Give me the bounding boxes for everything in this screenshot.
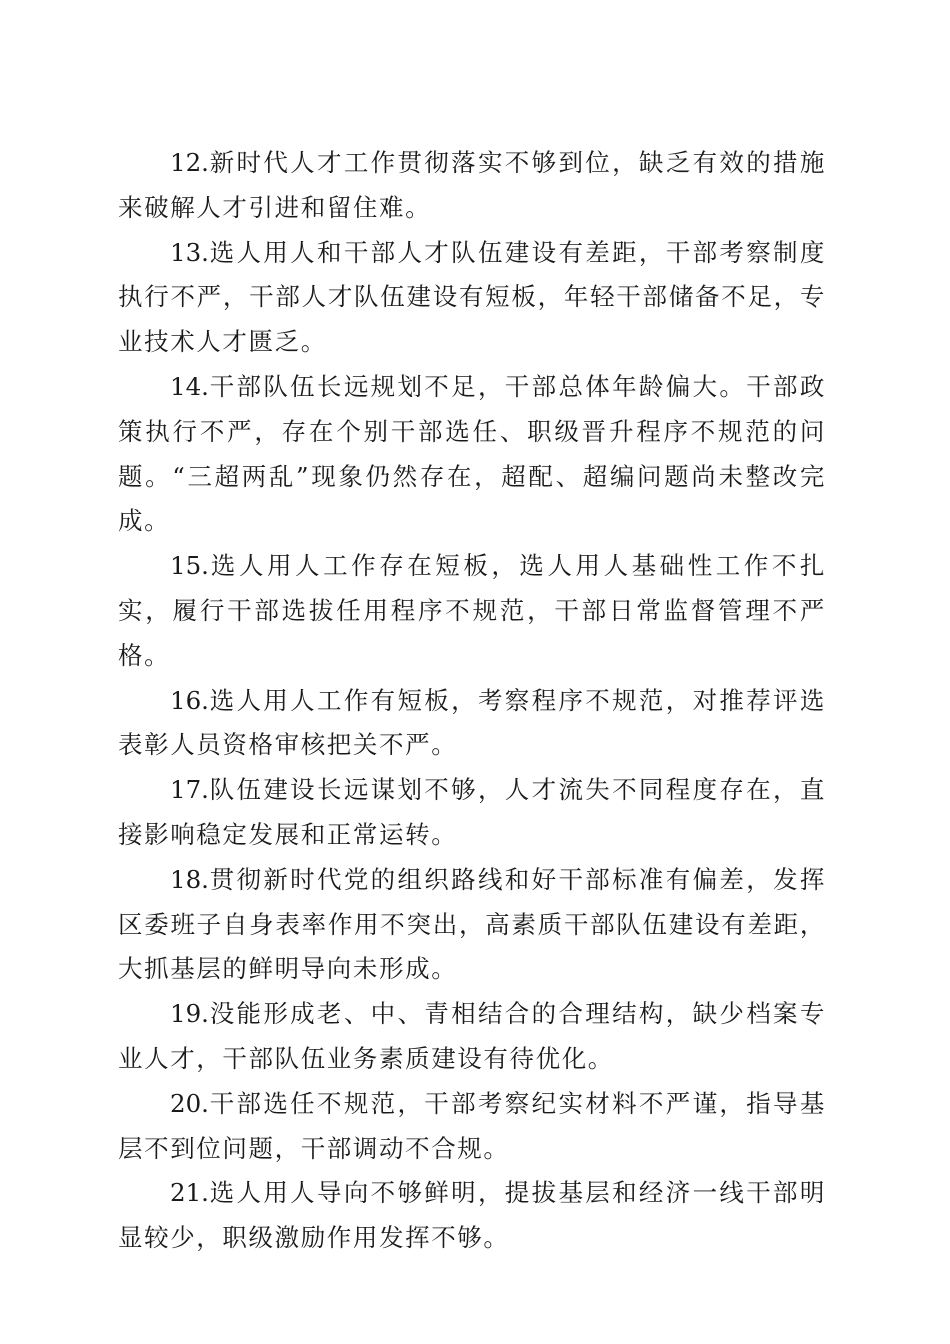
item-text: 选人用人导向不够鲜明，提拔基层和经济一线干部明显较少，职级激励作用发挥不够。 xyxy=(118,1178,826,1253)
list-item-15 xyxy=(118,544,826,678)
list-item-21 xyxy=(118,1171,826,1261)
item-text: 选人用人工作有短板，考察程序不规范，对推荐评选表彰人员资格审核把关不严。 xyxy=(118,685,826,760)
document-body xyxy=(118,141,826,1261)
item-text: 新时代人才工作贯彻落实不够到位，缺乏有效的措施来破解人才引进和留住难。 xyxy=(118,148,826,222)
item-number: 18. xyxy=(170,864,209,894)
item-number: 13. xyxy=(170,237,209,267)
item-text: 选人用人工作存在短板，选人用人基础性工作不扎实，履行干部选拔任用程序不规范，干部日常监督管理不严格。 xyxy=(118,551,826,670)
item-number: 12. xyxy=(170,148,209,177)
item-number: 20. xyxy=(170,1088,209,1118)
list-item-20 xyxy=(118,1082,826,1172)
item-number: 17. xyxy=(170,775,209,805)
item-text: 干部选任不规范，干部考察纪实材料不严谨，指导基层不到位问题，干部调动不合规。 xyxy=(118,1088,826,1163)
item-text: 队伍建设长远谋划不够，人才流失不同程度存在，直接影响稳定发展和正常运转。 xyxy=(118,775,826,849)
list-item-18 xyxy=(118,858,826,992)
list-item-16 xyxy=(118,679,826,769)
list-item-12 xyxy=(118,141,826,231)
item-number: 15. xyxy=(170,551,209,581)
list-item-14 xyxy=(118,365,826,544)
item-text: 贯彻新时代党的组织路线和好干部标准有偏差，发挥区委班子自身表率作用不突出，高素质干部队伍建设有差距，大抓基层的鲜明导向未形成。 xyxy=(118,864,826,984)
item-number: 19. xyxy=(170,999,209,1029)
list-item-17 xyxy=(118,768,826,858)
item-text: 没能形成老、中、青相结合的合理结构，缺少档案专业人才，干部队伍业务素质建设有待优化。 xyxy=(118,999,826,1073)
item-text: 选人用人和干部人才队伍建设有差距，干部考察制度执行不严，干部人才队伍建设有短板，年轻干部储备不足，专业技术人才匮乏。 xyxy=(118,237,826,357)
list-item-19 xyxy=(118,992,826,1082)
item-number: 14. xyxy=(170,371,209,401)
list-item-13 xyxy=(118,231,826,365)
item-number: 16. xyxy=(170,685,209,715)
item-number: 21. xyxy=(170,1178,209,1208)
item-text: 干部队伍长远规划不足，干部总体年龄偏大。干部政策执行不严，存在个别干部选任、职级晋升程序不规范的问题。“三超两乱”现象仍然存在，超配、超编问题尚未整改完成。 xyxy=(118,371,826,536)
